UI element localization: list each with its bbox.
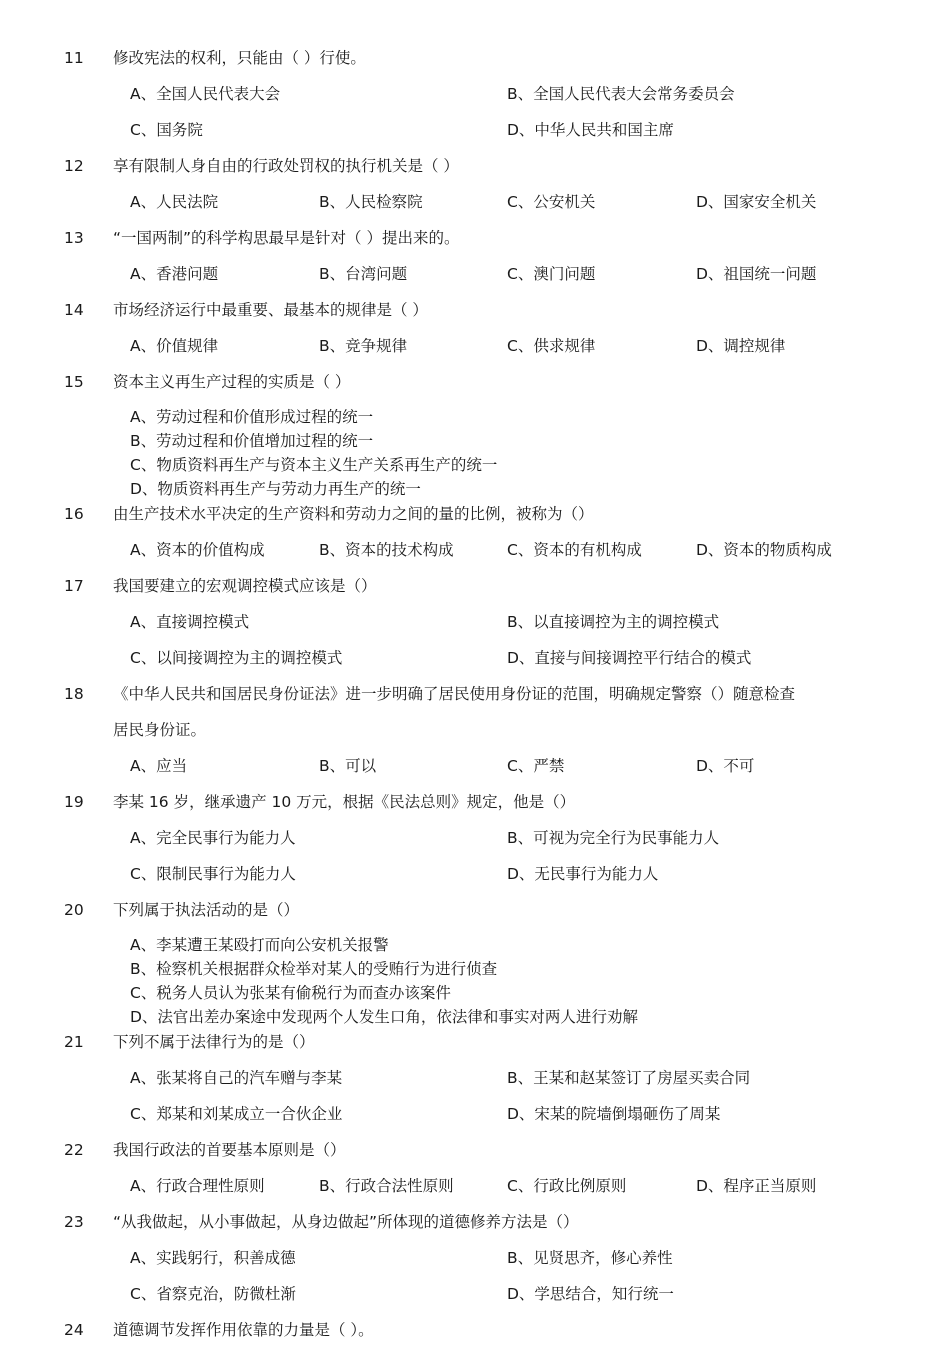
option-a: A、应当 — [130, 757, 188, 775]
option-b: B、全国人民代表大会常务委员会 — [507, 85, 735, 103]
option-d: D、物质资料再生产与劳动力再生产的统一 — [130, 480, 421, 498]
question-number: 22 — [64, 1141, 84, 1159]
option-a: A、劳动过程和价值形成过程的统一 — [130, 408, 374, 426]
question-number: 21 — [64, 1033, 84, 1051]
question-stem: 李某 16 岁，继承遗产 10 万元，根据《民法总则》规定，他是（） — [113, 793, 576, 811]
question-stem: 修改宪法的权利，只能由（ ）行使。 — [113, 49, 366, 67]
option-c: C、以间接调控为主的调控模式 — [130, 649, 343, 667]
question-number: 23 — [64, 1213, 84, 1231]
option-a: A、张某将自己的汽车赠与李某 — [130, 1069, 343, 1087]
question-number: 18 — [64, 685, 84, 703]
option-b: B、可以 — [319, 757, 377, 775]
option-a: A、价值规律 — [130, 337, 219, 355]
option-d: D、祖国统一问题 — [696, 265, 817, 283]
option-c: C、税务人员认为张某有偷税行为而查办该案件 — [130, 984, 451, 1002]
question-stem: 资本主义再生产过程的实质是（ ） — [113, 373, 351, 391]
question-stem: 道德调节发挥作用依靠的力量是（ ）。 — [113, 1321, 374, 1339]
option-c: C、供求规律 — [507, 337, 596, 355]
option-d: D、不可 — [696, 757, 755, 775]
question-stem: “一国两制”的科学构思最早是针对（ ）提出来的。 — [113, 229, 460, 247]
option-a: A、直接调控模式 — [130, 613, 250, 631]
question-number: 15 — [64, 373, 84, 391]
question-number: 14 — [64, 301, 84, 319]
question-number: 19 — [64, 793, 84, 811]
option-b: B、王某和赵某签订了房屋买卖合同 — [507, 1069, 751, 1087]
question-number: 12 — [64, 157, 84, 175]
option-c: C、公安机关 — [507, 193, 596, 211]
option-d: D、学思结合，知行统一 — [507, 1285, 674, 1303]
question-number: 17 — [64, 577, 84, 595]
option-b: B、人民检察院 — [319, 193, 423, 211]
question-stem-continued: 居民身份证。 — [113, 721, 207, 739]
question-number: 16 — [64, 505, 84, 523]
question-stem: 我国行政法的首要基本原则是（） — [113, 1141, 346, 1159]
question-stem: 我国要建立的宏观调控模式应该是（） — [113, 577, 377, 595]
question-number: 20 — [64, 901, 84, 919]
option-b: B、劳动过程和价值增加过程的统一 — [130, 432, 374, 450]
option-d: D、法官出差办案途中发现两个人发生口角，依法律和事实对两人进行劝解 — [130, 1008, 638, 1026]
option-a: A、资本的价值构成 — [130, 541, 265, 559]
option-a: A、实践躬行，积善成德 — [130, 1249, 296, 1267]
option-a: A、香港问题 — [130, 265, 219, 283]
option-c: C、物质资料再生产与资本主义生产关系再生产的统一 — [130, 456, 498, 474]
option-a: A、人民法院 — [130, 193, 219, 211]
option-c: C、省察克治，防微杜渐 — [130, 1285, 296, 1303]
option-b: B、竞争规律 — [319, 337, 408, 355]
option-b: B、以直接调控为主的调控模式 — [507, 613, 720, 631]
option-b: B、见贤思齐，修心养性 — [507, 1249, 673, 1267]
option-c: C、行政比例原则 — [507, 1177, 627, 1195]
option-d: D、直接与间接调控平行结合的模式 — [507, 649, 752, 667]
option-a: A、完全民事行为能力人 — [130, 829, 296, 847]
option-b: B、检察机关根据群众检举对某人的受贿行为进行侦查 — [130, 960, 498, 978]
option-b: B、资本的技术构成 — [319, 541, 454, 559]
option-d: D、国家安全机关 — [696, 193, 817, 211]
option-a: A、李某遭王某殴打而向公安机关报警 — [130, 936, 389, 954]
option-d: D、中华人民共和国主席 — [507, 121, 674, 139]
option-c: C、限制民事行为能力人 — [130, 865, 296, 883]
question-number: 11 — [64, 49, 84, 67]
option-d: D、调控规律 — [696, 337, 786, 355]
option-b: B、台湾问题 — [319, 265, 408, 283]
option-a: A、行政合理性原则 — [130, 1177, 265, 1195]
question-stem: 由生产技术水平决定的生产资料和劳动力之间的量的比例，被称为（） — [113, 505, 594, 523]
question-stem: 下列属于执法活动的是（） — [113, 901, 300, 919]
option-d: D、程序正当原则 — [696, 1177, 817, 1195]
option-c: C、澳门问题 — [507, 265, 596, 283]
question-stem: 下列不属于法律行为的是（） — [113, 1033, 315, 1051]
question-stem: 《中华人民共和国居民身份证法》进一步明确了居民使用身份证的范围，明确规定警察（）随意检查 — [113, 685, 796, 703]
option-c: C、郑某和刘某成立一合伙企业 — [130, 1105, 343, 1123]
option-c: C、国务院 — [130, 121, 203, 139]
question-stem: 享有限制人身自由的行政处罚权的执行机关是（ ） — [113, 157, 459, 175]
option-b: B、可视为完全行为民事能力人 — [507, 829, 720, 847]
option-b: B、行政合法性原则 — [319, 1177, 454, 1195]
option-c: C、严禁 — [507, 757, 565, 775]
question-number: 24 — [64, 1321, 84, 1339]
question-stem: “从我做起，从小事做起，从身边做起”所体现的道德修养方法是（） — [113, 1213, 579, 1231]
question-number: 13 — [64, 229, 84, 247]
option-a: A、全国人民代表大会 — [130, 85, 281, 103]
option-d: D、资本的物质构成 — [696, 541, 832, 559]
option-d: D、无民事行为能力人 — [507, 865, 659, 883]
option-d: D、宋某的院墙倒塌砸伤了周某 — [507, 1105, 721, 1123]
question-stem: 市场经济运行中最重要、最基本的规律是（ ） — [113, 301, 428, 319]
option-c: C、资本的有机构成 — [507, 541, 642, 559]
